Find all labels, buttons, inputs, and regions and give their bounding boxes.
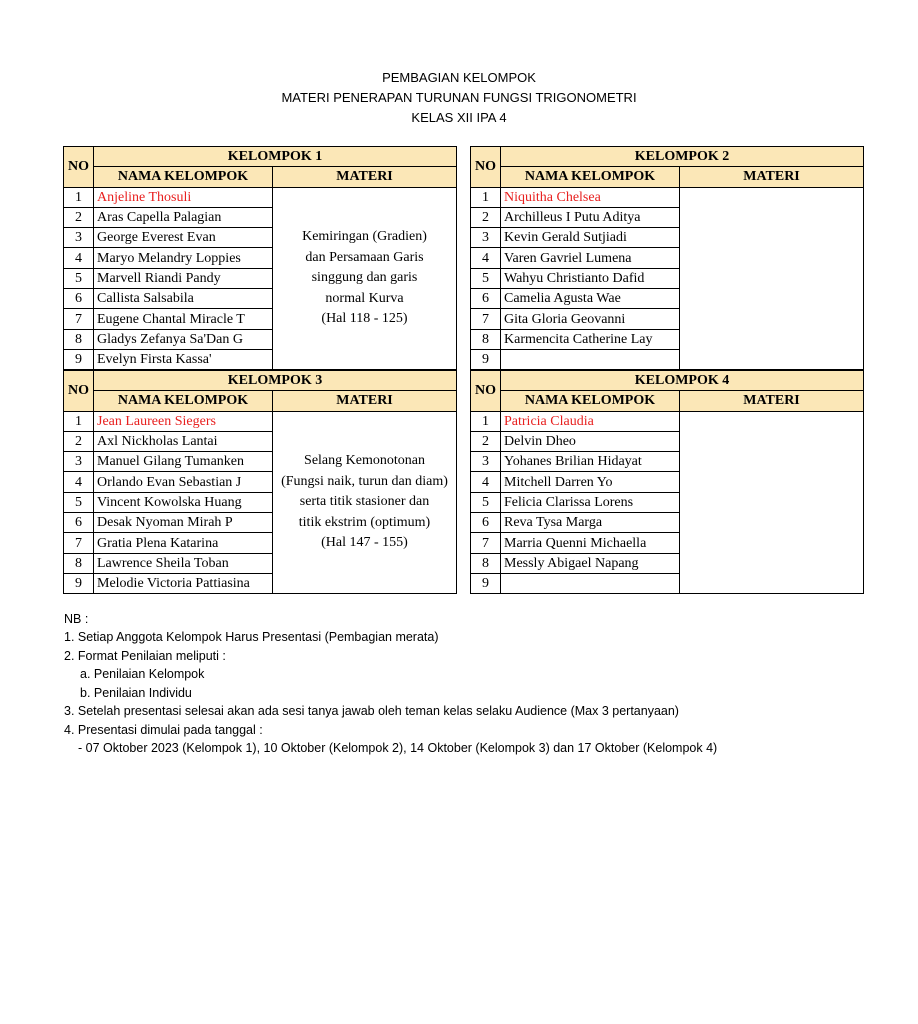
member-no: 9 [64,573,94,593]
member-name: Evelyn Firsta Kassa' [94,349,273,369]
member-name: Gita Gloria Geovanni [501,309,680,329]
doc-title-line1: PEMBAGIAN KELOMPOK [382,70,536,85]
materi-cell [273,411,457,594]
member-no: 6 [64,513,94,533]
member-name: Delvin Dheo [501,431,680,451]
right-tables-clip [470,146,800,596]
member-no: 5 [471,492,501,512]
materi-line: titik ekstrim (optimum) [298,514,431,530]
note-line: 4. Presentasi dimulai pada tanggal : [64,723,263,737]
materi-line: (Hal 147 - 155) [321,535,408,551]
nama-header: NAMA KELOMPOK [94,391,273,411]
nama-header: NAMA KELOMPOK [501,167,680,187]
doc-title-line3: KELAS XII IPA 4 [411,110,507,125]
materi-cell [273,187,457,370]
nama-header: NAMA KELOMPOK [94,167,273,187]
member-name: George Everest Evan [94,228,273,248]
member-name: Gratia Plena Katarina [94,533,273,553]
group-title: KELOMPOK 2 [501,147,864,167]
member-no: 6 [64,289,94,309]
group-title: KELOMPOK 4 [501,371,864,391]
member-name-leader: Anjeline Thosuli [94,187,273,207]
member-no: 2 [64,431,94,451]
member-no: 6 [471,289,501,309]
materi-cell [680,411,864,594]
group-4-table [470,370,864,594]
member-no: 8 [471,553,501,573]
member-no: 7 [471,533,501,553]
no-header: NO [471,147,501,188]
materi-line: Kemiringan (Gradien) [302,229,427,245]
member-no: 4 [471,248,501,268]
note-line: 3. Setelah presentasi selesai akan ada sesi tanya jawab oleh teman kelas selaku Audience (Max 3 pertanyaan) [64,704,679,718]
member-no: 4 [64,472,94,492]
member-no: 8 [64,553,94,573]
member-name: Messly Abigael Napang [501,553,680,573]
doc-title-line2: MATERI PENERAPAN TURUNAN FUNGSI TRIGONOMETRI [281,90,637,105]
member-name [501,573,680,593]
member-name-leader: Patricia Claudia [501,411,680,431]
member-name: Callista Salsabila [94,289,273,309]
member-name: Felicia Clarissa Lorens [501,492,680,512]
note-line: - 07 Oktober 2023 (Kelompok 1), 10 Oktober (Kelompok 2), 14 Oktober (Kelompok 3) dan 17 Oktober (Kelompok 4) [78,741,718,755]
member-name: Eugene Chantal Miracle T [94,309,273,329]
member-no: 2 [471,431,501,451]
member-name: Yohanes Brilian Hidayat [501,452,680,472]
member-name: Camelia Agusta Wae [501,289,680,309]
materi-header: MATERI [680,167,864,187]
member-no: 3 [471,228,501,248]
member-no: 4 [471,472,501,492]
group-1-table [63,146,457,370]
member-no: 2 [471,207,501,227]
member-no: 1 [471,411,501,431]
materi-header: MATERI [273,167,457,187]
member-name: Varen Gavriel Lumena [501,248,680,268]
group-title: KELOMPOK 3 [94,371,457,391]
member-name: Mitchell Darren Yo [501,472,680,492]
member-name: Gladys Zefanya Sa'Dan G [94,329,273,349]
member-no: 9 [64,349,94,369]
notes-section [0,600,718,770]
member-name: Wahyu Christianto Dafid [501,268,680,288]
member-name: Marvell Riandi Pandy [94,268,273,288]
no-header: NO [64,147,94,188]
member-no: 1 [471,187,501,207]
member-no: 9 [471,573,501,593]
notes-heading: NB : [64,612,89,626]
no-header: NO [64,371,94,412]
member-name: Orlando Evan Sebastian J [94,472,273,492]
materi-line: serta titik stasioner dan [299,494,430,510]
member-no: 5 [64,268,94,288]
member-name: Kevin Gerald Sutjiadi [501,228,680,248]
member-no: 7 [64,533,94,553]
member-no: 2 [64,207,94,227]
materi-cell [680,187,864,370]
nama-header: NAMA KELOMPOK [501,391,680,411]
group-2-table [470,146,864,370]
materi-line: Selang Kemonotonan [304,453,425,469]
member-no: 9 [471,349,501,369]
materi-line: (Fungsi naik, turun dan diam) [281,473,448,489]
member-no: 1 [64,187,94,207]
member-name: Aras Capella Palagian [94,207,273,227]
materi-line: normal Kurva [325,290,404,306]
member-name: Desak Nyoman Mirah P [94,513,273,533]
no-header: NO [471,371,501,412]
member-no: 8 [64,329,94,349]
member-name: Vincent Kowolska Huang [94,492,273,512]
member-name: Melodie Victoria Pattiasina [94,573,273,593]
member-name-leader: Jean Laureen Siegers [94,411,273,431]
member-no: 3 [64,228,94,248]
note-line: a. Penilaian Kelompok [80,667,205,681]
group-3-table [63,370,457,594]
member-name: Manuel Gilang Tumanken [94,452,273,472]
member-no: 3 [471,452,501,472]
member-name-leader: Niquitha Chelsea [501,187,680,207]
member-no: 7 [471,309,501,329]
member-name: Archilleus I Putu Aditya [501,207,680,227]
member-no: 6 [471,513,501,533]
materi-header: MATERI [273,391,457,411]
member-no: 5 [471,268,501,288]
member-name: Lawrence Sheila Toban [94,553,273,573]
materi-header: MATERI [680,391,864,411]
note-line: 1. Setiap Anggota Kelompok Harus Presentasi (Pembagian merata) [64,630,439,644]
member-name [501,349,680,369]
note-line: b. Penilaian Individu [80,686,192,700]
member-no: 4 [64,248,94,268]
member-name: Reva Tysa Marga [501,513,680,533]
materi-line: dan Persamaan Garis [305,249,424,265]
member-no: 3 [64,452,94,472]
member-name: Karmencita Catherine Lay [501,329,680,349]
member-name: Maryo Melandry Loppies [94,248,273,268]
group-title: KELOMPOK 1 [94,147,457,167]
member-no: 8 [471,329,501,349]
member-no: 7 [64,309,94,329]
note-line: 2. Format Penilaian meliputi : [64,649,226,663]
member-no: 5 [64,492,94,512]
member-name: Axl Nickholas Lantai [94,431,273,451]
materi-line: singgung dan garis [311,270,418,286]
member-name: Marria Quenni Michaella [501,533,680,553]
materi-line: (Hal 118 - 125) [321,311,408,327]
member-no: 1 [64,411,94,431]
